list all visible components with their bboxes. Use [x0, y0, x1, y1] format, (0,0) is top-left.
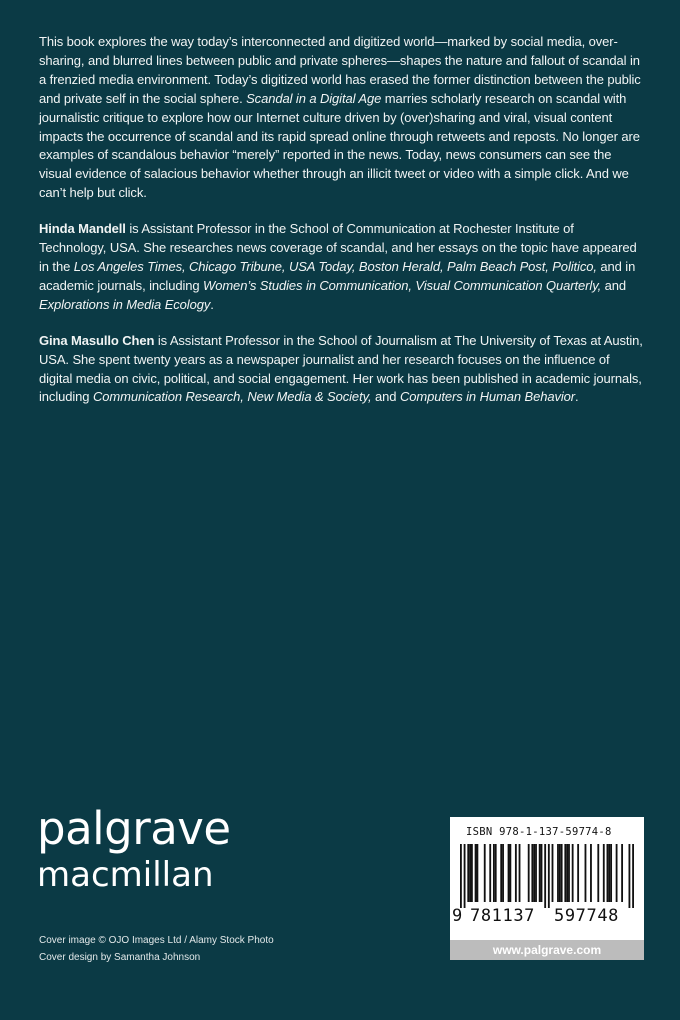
- barcode-bar: [495, 844, 497, 902]
- barcode-bar: [484, 844, 486, 902]
- barcode-bar: [621, 844, 623, 902]
- cover-credits: [39, 932, 274, 966]
- barcode-bar: [572, 844, 574, 902]
- barcode-bar: [597, 844, 599, 902]
- barcode-bar: [535, 844, 537, 902]
- cover-design-credit: Cover design by Samantha Johnson: [39, 952, 201, 963]
- barcode-bar: [489, 844, 491, 902]
- barcode-bar: [502, 844, 504, 902]
- text-run: and in academic journals, including: [39, 258, 636, 293]
- text-run: is Assistant Professor in the School of Journalism at The University of Texas at Austin, USA. She spent twenty years as a newspaper journalist and her research focuses on the influence of digital media on civic, political, and social engagement. Her work has been published in academic journals, including: [39, 332, 643, 405]
- italic-title: Explorations in Media Ecology: [39, 296, 211, 312]
- logo-line-palgrave: palgrave: [37, 802, 231, 855]
- book-description: [39, 33, 644, 203]
- cover-image-credit: Cover image © OJO Images Ltd / Alamy Stock Photo: [39, 935, 274, 946]
- barcode-bar: [561, 844, 563, 902]
- italic-title: Computers in Human Behavior: [399, 389, 576, 405]
- italic-title: Scandal in a Digital Age: [246, 90, 382, 106]
- barcode-bar: [585, 844, 587, 902]
- barcode-bar: [531, 844, 533, 902]
- barcode-bar: [467, 844, 469, 902]
- barcode-bar: [508, 844, 510, 902]
- barcode-bar: [610, 844, 612, 902]
- isbn-label: ISBN 978-1-137-59774-8: [466, 826, 612, 838]
- barcode-bar: [469, 844, 471, 902]
- back-cover-blurb: [39, 33, 644, 424]
- italic-title: Communication Research, New Media & Society,: [92, 389, 372, 405]
- publisher-url: www.palgrave.com: [450, 940, 644, 960]
- text-run: This book explores the way today’s interconnected and digitized world—marked by social media, over-sharing, and blurred lines between public and private spheres—shapes the nature and fallout of scandal in a frenzied media environment. Today’s digitized world has erased the former distinction between the public and private self in the social sphere.: [39, 34, 641, 106]
- barcode-bar: [519, 844, 521, 902]
- barcode-bar: [616, 844, 618, 902]
- barcode-bar: [564, 844, 566, 902]
- barcode-bar: [464, 844, 466, 908]
- barcode-bar: [528, 844, 530, 902]
- barcode-bar: [493, 844, 495, 902]
- italic-title: Women’s Studies in Communication, Visual Communication Quarterly,: [203, 277, 602, 293]
- barcode-bar: [608, 844, 610, 902]
- text-run: is Assistant Professor in the School of Communication at Rochester Institute of Technology, USA. She researches news coverage of scandal, and her essays on the topic have appeared in the: [39, 221, 637, 274]
- barcode-bar: [509, 844, 511, 902]
- barcode-bar: [539, 844, 541, 902]
- barcode-bar: [548, 844, 550, 908]
- barcode-bar: [552, 844, 554, 902]
- barcode-bar: [632, 844, 634, 908]
- text-run: .: [210, 296, 214, 312]
- barcode-bar: [559, 844, 561, 902]
- barcode-bar: [475, 844, 477, 902]
- barcode-bar: [557, 844, 559, 902]
- publisher-logo: [37, 802, 231, 895]
- text-run: .: [575, 389, 579, 405]
- barcode-bar: [629, 844, 631, 908]
- author-bio-mandell: [39, 220, 644, 315]
- author-name: Gina Masullo Chen: [39, 332, 155, 348]
- isbn-barcode-box: [450, 817, 644, 960]
- barcode-bar: [500, 844, 502, 902]
- barcode-bar: [577, 844, 579, 902]
- barcode-digit-group-2: 597748: [554, 906, 620, 926]
- barcode-bar: [544, 844, 546, 908]
- barcode-bar: [566, 844, 568, 902]
- text-run: marries scholarly research on scandal with journalistic critique to explore how our Internet culture driven by (over)sharing and viral, visual content impacts the occurrence of scandal and its rapid spread online through retweets and reposts. No longer are examples of scandalous behavior “merely” reported in the news. Today, news consumers can see the visual evidence of salacious behavior whether through an illicit tweet or video with a simple click. And we can’t help but click.: [39, 90, 640, 201]
- italic-title: Los Angeles Times, Chicago Tribune, USA Today, Boston Herald, Palm Beach Post, Politico,: [73, 258, 597, 274]
- barcode-bar: [471, 844, 473, 902]
- barcode-bar: [476, 844, 478, 902]
- barcode-bars: [460, 844, 634, 908]
- barcode-bar: [590, 844, 592, 902]
- text-run: and: [371, 389, 400, 405]
- barcode-bar: [460, 844, 462, 908]
- author-bio-chen: [39, 332, 644, 408]
- barcode-bar: [568, 844, 570, 902]
- author-name: Hinda Mandell: [39, 221, 126, 237]
- barcode-bar: [533, 844, 535, 902]
- text-run: and: [601, 277, 627, 293]
- barcode-digit-group-1: 781137: [470, 906, 536, 926]
- logo-line-macmillan: macmillan: [37, 855, 214, 895]
- barcode-bar: [541, 844, 543, 902]
- barcode-bar: [515, 844, 517, 902]
- barcode-bar: [603, 844, 605, 902]
- barcode-bar: [607, 844, 609, 902]
- barcode-digit-first: 9: [452, 906, 463, 926]
